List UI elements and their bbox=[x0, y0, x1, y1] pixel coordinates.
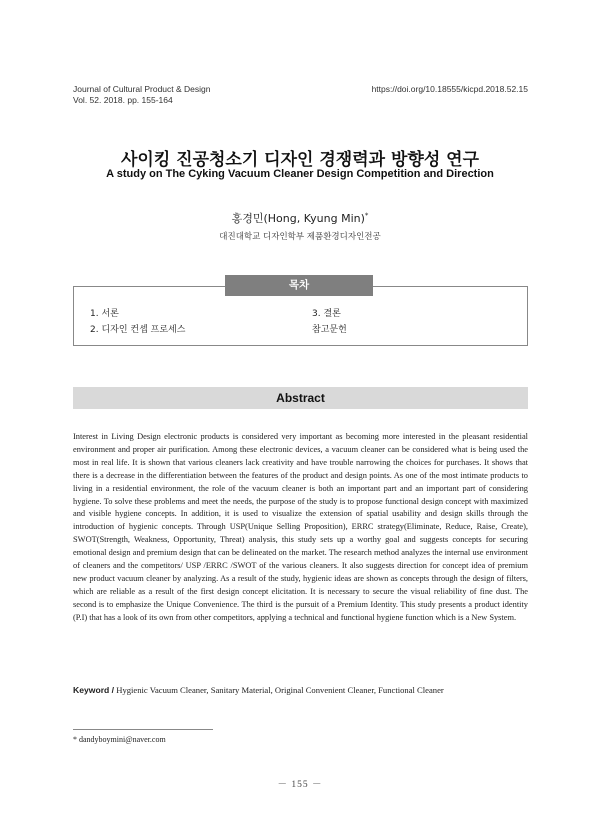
author-affiliation: 대진대학교 디자인학부 제품환경디자인전공 bbox=[219, 232, 381, 242]
keyword-text: Hygienic Vacuum Cleaner, Sanitary Material, Original Convenient Cleaner, Functional Cleaner bbox=[116, 685, 444, 695]
author-name: 홍경민(Hong, Kyung Min) bbox=[231, 212, 365, 225]
toc-item: 1. 서론 bbox=[90, 309, 119, 319]
footnote-divider bbox=[73, 729, 213, 730]
toc-item: 참고문헌 bbox=[312, 325, 347, 335]
author-footnote-mark: * bbox=[364, 211, 369, 220]
doi-link[interactable]: https://doi.org/10.18555/kicpd.2018.52.15 bbox=[371, 84, 528, 94]
page-number: － 155 － bbox=[277, 780, 323, 790]
toc-item: 3. 결론 bbox=[312, 309, 341, 319]
abstract-heading: Abstract bbox=[73, 387, 528, 409]
keywords bbox=[73, 685, 528, 695]
title-korean: 사이킹 진공청소기 디자인 경쟁력과 방향성 연구 bbox=[120, 150, 480, 170]
footnote: * dandyboymini@naver.com bbox=[73, 735, 166, 744]
title-english: A study on The Cyking Vacuum Cleaner Design Competition and Direction bbox=[106, 168, 494, 180]
journal-volume: Vol. 52. 2018. pp. 155-164 bbox=[73, 95, 173, 105]
toc-item: 2. 디자인 컨셉 프로세스 bbox=[90, 325, 186, 335]
keyword-label: Keyword / bbox=[73, 685, 115, 695]
toc-label: 목차 bbox=[225, 275, 373, 296]
author-line bbox=[0, 210, 600, 226]
abstract-text: Interest in Living Design electronic products is considered very important as becoming more interested in the pleasant residential environment and proper air purification. Among these electronic devices, a vacuum cleaner can be considered what is being used the most in real life. It is shown that various cleaners lack creativity and have trouble narrowing the choices for purchases. It shows that there is a decrease in the differentiation between the features of the product and design points. As one of the most intimate products to living in a residential environment, the role of the vacuum cleaner is both an important part and an important part of considering hygiene. To solve these problems and meet the needs, the purpose of the study is to propose functional design concept with maximized and visible hygiene concepts. In addition, it is used to visualize the extension of spatial usability and design skills through the introduction of hygienic concepts. Through USP(Unique Selling Proposition), ERRC strategy(Eliminate, Reduce, Raise, Create), SWOT(Strength, Weakness, Opportunity, Threat) analysis, this study sets up a worthy goal and suggests concepts for securing emotional design and premium design that can be delineated on the market. The research method analyzes the internal use environment of cleaners and the competitors/ USP /ERRC /SWOT of the various cleaners. It also suggests direction for concept idea of premium new product vacuum cleaner by analyzing. As a result of the study, hygienic ideas are shown as concepts through the design of filters, which are reliable as a result of the first design concept elicitation. It is necessary to secure the visual reliability of fine dust. The second is to emphasize the Unique Convenience. The third is the pursuit of a Premium Identity. This study presents a product identity (P.I) that has a look of its own from other competitors, applying a technical and functional hygiene function which is a New System. bbox=[73, 432, 528, 622]
journal-header bbox=[73, 84, 211, 106]
journal-name: Journal of Cultural Product & Design bbox=[73, 84, 211, 94]
